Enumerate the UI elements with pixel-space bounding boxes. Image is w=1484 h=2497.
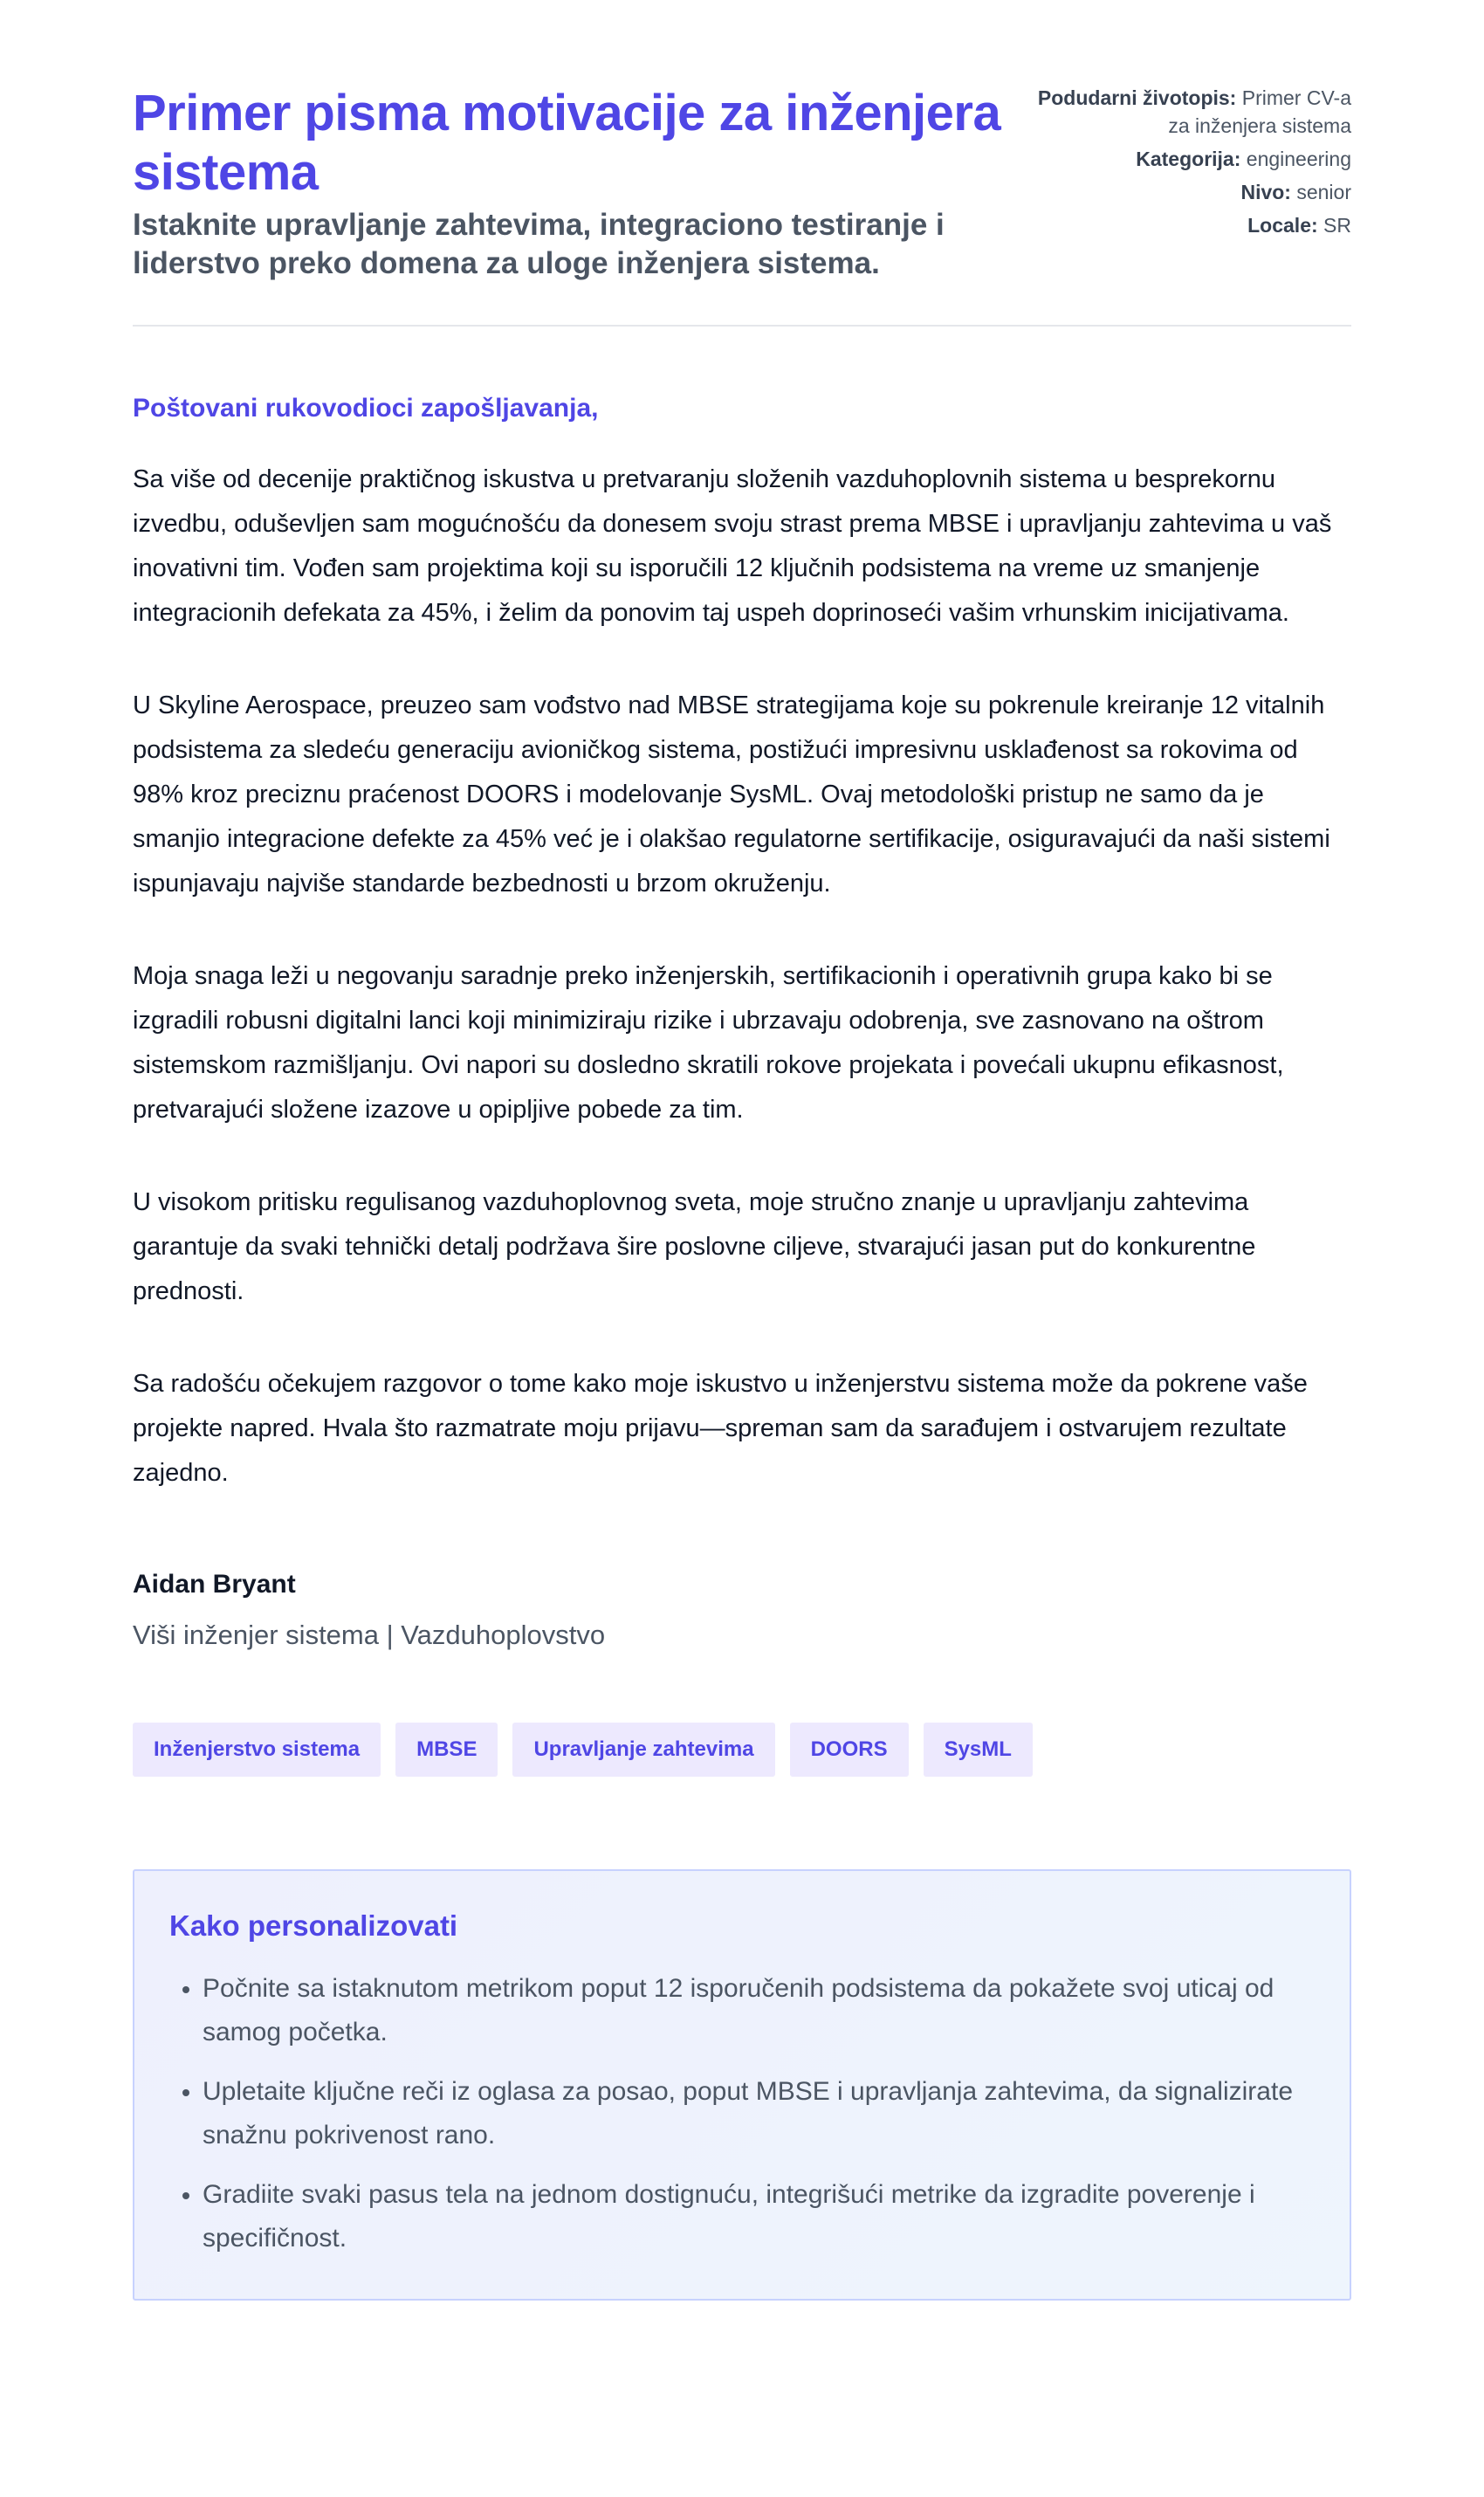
- letter-paragraph: U visokom pritisku regulisanog vazduhoplovnog sveta, moje stručno znanje u upravljanju zahtevima garantuje da svaki tehnički detalj podržava šire poslovne ciljeve, stvarajući jasan put do konkurentne prednosti.: [133, 1188, 1256, 1305]
- letter-paragraph: Sa više od decenije praktičnog iskustva u pretvaranju složenih vazduhoplovnih sistema u besprekornu izvedbu, oduševljen sam mogućnošću da donesem svoju strast prema MBSE i upravljanju zahtevima u vaš inovativni tim. Vođen sam projektima koji su isporučili 12 ključnih podsistema na vreme uz smanjenje integracionih defekata za 45%, i želim da ponovim taj uspeh doprinoseći vašim vrhunskim inicijativama.: [133, 465, 1332, 627]
- signature-title: Viši inženjer sistema | Vazduhoplovstvo: [133, 1620, 606, 1650]
- tag-systems-engineering[interactable]: Inženjerstvo sistema: [133, 1723, 381, 1777]
- letter-paragraph: Sa radošću očekujem razgovor o tome kako moje iskustvo u inženjerstvu sistema može da pokrene vaše projekte napred. Hvala što razmatrate moju prijavu—spreman sam da sarađujem i ostvarujem rezultate zajedno.: [133, 1370, 1308, 1487]
- meta-level-label: Nivo:: [1240, 181, 1291, 203]
- page-subtitle: Istaknite upravljanje zahtevima, integraciono testiranje i liderstvo preko domena za uloge inženjera sistema.: [133, 208, 945, 280]
- meta-locale: [1020, 211, 1351, 239]
- tip-item: • Upletaite ključne reči iz oglasa za posao, poput MBSE i upravljanja zahtevima, da signalizirate snažnu pokrivenost rano.: [203, 2070, 1315, 2157]
- meta-locale-label: Locale:: [1247, 214, 1318, 237]
- meta-locale-value: SR: [1323, 214, 1351, 237]
- tips-list: [169, 1967, 1315, 2260]
- meta-category-label: Kategorija:: [1136, 148, 1241, 170]
- page-header: [133, 84, 1351, 327]
- tip-item: • Počnite sa istaknutom metrikom poput 12 isporučenih podsistema da pokažete svoj uticaj od samog početka.: [203, 1967, 1315, 2054]
- skill-tags: [133, 1723, 1351, 1777]
- signature-block: [133, 1567, 1351, 1653]
- signature-name: Aidan Bryant: [133, 1570, 296, 1599]
- meta-panel: [1020, 84, 1351, 244]
- header-titles: [133, 84, 1014, 283]
- page-title: Primer pisma motivacije za inženjera sistema: [133, 85, 1001, 201]
- tag-sysml[interactable]: SysML: [924, 1723, 1033, 1777]
- meta-category-value: engineering: [1246, 148, 1351, 170]
- tag-mbse[interactable]: MBSE: [395, 1723, 498, 1777]
- tag-doors[interactable]: DOORS: [790, 1723, 909, 1777]
- tips-title: Kako personalizovati: [169, 1909, 458, 1942]
- personalization-tips-box: [133, 1869, 1351, 2301]
- letter-body: [133, 457, 1351, 1496]
- tag-requirements-management[interactable]: Upravljanje zahtevima: [512, 1723, 774, 1777]
- letter-paragraph: Moja snaga leži u negovanju saradnje preko inženjerskih, sertifikacionih i operativnih grupa kako bi se izgradili robusni digitalni lanci koji minimiziraju rizike i ubrzavaju odobrenja, sve zasnovano na oštrom sistemskom razmišljanju. Ovi napori su dosledno skratili rokove projekata i povećali ukupnu efikasnost, pretvarajući složene izazove u opipljive pobede za tim.: [133, 962, 1284, 1124]
- meta-level-value: senior: [1296, 181, 1351, 203]
- meta-level: [1020, 178, 1351, 206]
- meta-resume-value: Primer CV-a za inženjera sistema: [1168, 86, 1351, 137]
- meta-matching-resume: [1020, 84, 1351, 140]
- letter-paragraph: U Skyline Aerospace, preuzeo sam vođstvo nad MBSE strategijama koje su pokrenule kreiranje 12 vitalnih podsistema za sledeću generaciju avioničkog sistema, postižući impresivnu usklađenost sa rokovima od 98% kroz preciznu praćenost DOORS i modelovanje SysML. Ovaj metodološki pristup ne samo da je smanjio integracione defekte za 45% već je i olakšao regulatorne sertifikacije, osiguravajući da naši sistemi ispunjavaju najviše standarde bezbednosti u brzom okruženju.: [133, 691, 1330, 898]
- letter-salutation: Poštovani rukovodioci zapošljavanja,: [133, 394, 599, 423]
- tip-item: • Gradiite svaki pasus tela na jednom dostignuću, integrišući metrike da izgradite poverenje i specifičnost.: [203, 2173, 1315, 2260]
- meta-category: [1020, 145, 1351, 173]
- meta-resume-label: Podudarni životopis:: [1037, 86, 1237, 109]
